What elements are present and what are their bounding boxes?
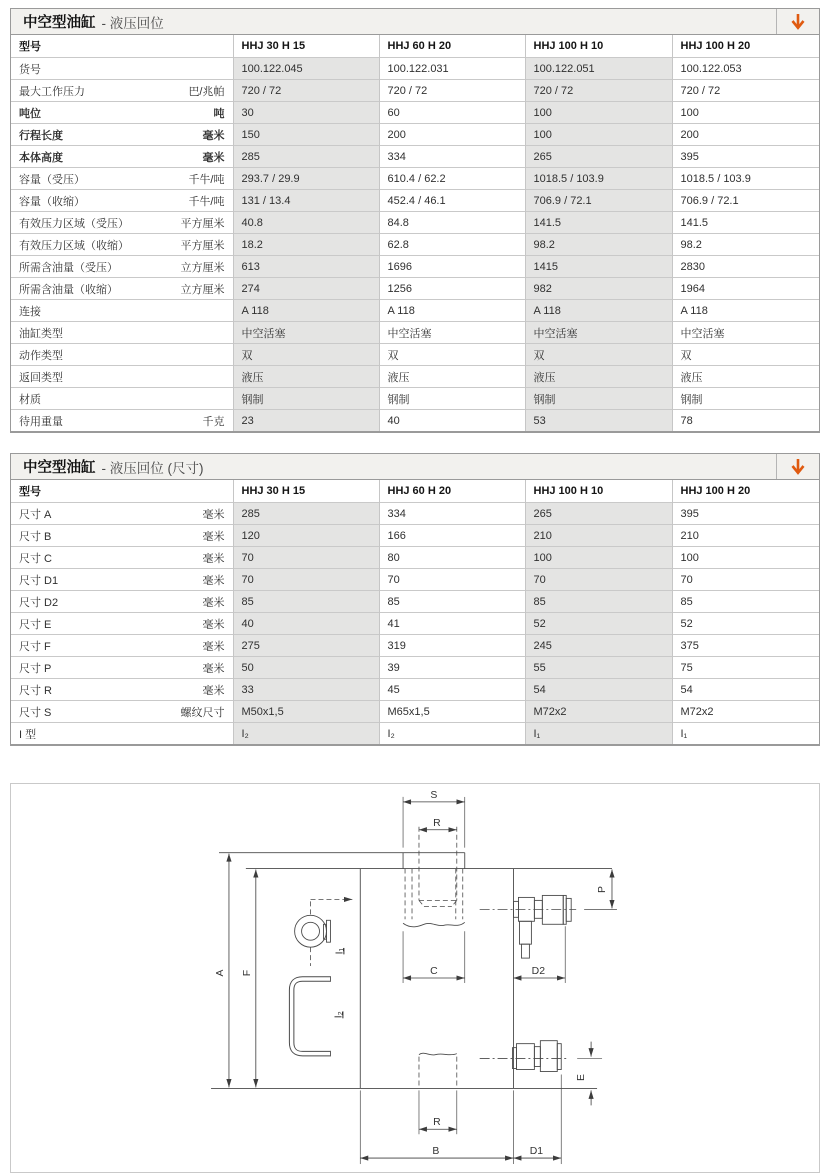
value-cell: 131 / 13.4 <box>233 190 379 212</box>
row-label: 返回类型 <box>19 371 63 384</box>
value-cell: 85 <box>672 591 819 613</box>
value-cell: 70 <box>233 569 379 591</box>
value-cell: I₁ <box>525 723 672 745</box>
dim-label-b: B <box>432 1146 440 1158</box>
extension-lines <box>360 797 617 1164</box>
table-row <box>11 146 819 168</box>
row-unit: 毫米 <box>202 684 225 697</box>
value-cell: I₂ <box>379 723 525 745</box>
value-cell: 钢制 <box>525 388 672 410</box>
value-cell: I₁ <box>672 723 819 745</box>
table-row <box>11 278 819 300</box>
value-cell: A 118 <box>379 300 525 322</box>
cylinder-body-outline <box>211 853 612 1089</box>
row-label-cell <box>11 146 233 168</box>
row-unit: 吨 <box>213 107 225 120</box>
value-cell: 285 <box>233 146 379 168</box>
row-label-cell <box>11 569 233 591</box>
row-label: 尺寸 E <box>19 618 52 631</box>
value-cell: 334 <box>379 146 525 168</box>
value-cell: A 118 <box>233 300 379 322</box>
dim-label-a: A <box>214 969 226 977</box>
table-row <box>11 190 819 212</box>
value-cell: 54 <box>672 679 819 701</box>
value-cell: 1018.5 / 103.9 <box>525 168 672 190</box>
value-cell: 62.8 <box>379 234 525 256</box>
table2-title <box>11 454 204 479</box>
value-cell: 720 / 72 <box>233 80 379 102</box>
row-label: 最大工作压力 <box>19 85 85 98</box>
value-cell: 200 <box>672 124 819 146</box>
value-cell: 100.122.053 <box>672 58 819 80</box>
row-unit: 立方厘米 <box>180 283 225 296</box>
value-cell: 100.122.051 <box>525 58 672 80</box>
row-label: 尺寸 F <box>19 640 51 653</box>
value-cell: 210 <box>672 525 819 547</box>
row-label-cell <box>11 212 233 234</box>
value-cell: 双 <box>233 344 379 366</box>
value-cell: 1964 <box>672 278 819 300</box>
table-row <box>11 58 819 80</box>
row-label: 尺寸 A <box>19 508 52 521</box>
row-unit: 平方厘米 <box>180 239 225 252</box>
table-row <box>11 256 819 278</box>
row-label: 动作类型 <box>19 349 63 362</box>
dim-label-c: C <box>430 966 438 978</box>
value-cell: 245 <box>525 635 672 657</box>
table-row <box>11 635 819 657</box>
value-cell: 720 / 72 <box>525 80 672 102</box>
value-cell: 钢制 <box>233 388 379 410</box>
table-row <box>11 701 819 723</box>
value-cell: 1018.5 / 103.9 <box>672 168 819 190</box>
row-label: I 型 <box>19 728 37 741</box>
value-cell: 610.4 / 62.2 <box>379 168 525 190</box>
value-cell: 70 <box>379 569 525 591</box>
dim-label-f: F <box>241 969 253 977</box>
column-header-model: 型号 <box>19 41 41 53</box>
value-cell: 液压 <box>233 366 379 388</box>
table-row <box>11 657 819 679</box>
value-cell: 1696 <box>379 256 525 278</box>
row-label-cell <box>11 388 233 410</box>
table-row <box>11 344 819 366</box>
value-cell: 274 <box>233 278 379 300</box>
value-cell: 84.8 <box>379 212 525 234</box>
value-cell: 液压 <box>672 366 819 388</box>
value-cell: 334 <box>379 503 525 525</box>
row-label: 吨位 <box>19 107 41 120</box>
value-cell: 23 <box>233 410 379 432</box>
value-cell: A 118 <box>525 300 672 322</box>
row-label-cell <box>11 168 233 190</box>
table1-title <box>11 9 164 34</box>
table1-title-bar <box>11 9 819 35</box>
table-row <box>11 300 819 322</box>
row-label: 所需含油量（收缩） <box>19 283 118 296</box>
row-label-cell <box>11 679 233 701</box>
row-unit: 毫米 <box>202 640 225 653</box>
row-label-cell <box>11 190 233 212</box>
row-unit: 毫米 <box>202 129 225 142</box>
value-cell: 52 <box>672 613 819 635</box>
row-label: 尺寸 S <box>19 706 52 719</box>
table1-title-main: 中空型油缸 <box>23 15 96 31</box>
value-cell: 100 <box>672 102 819 124</box>
row-unit: 毫米 <box>202 574 225 587</box>
row-label: 尺寸 R <box>19 684 52 697</box>
row-unit: 毫米 <box>202 662 225 675</box>
table-row <box>11 410 819 432</box>
row-unit: 千克 <box>202 415 225 428</box>
value-cell: 40 <box>379 410 525 432</box>
table-row <box>11 613 819 635</box>
column-header: HHJ 30 H 15 <box>233 480 379 503</box>
row-label-cell <box>11 366 233 388</box>
row-label-cell <box>11 503 233 525</box>
column-header: HHJ 100 H 10 <box>525 480 672 503</box>
row-label-cell <box>11 701 233 723</box>
value-cell: 53 <box>525 410 672 432</box>
value-cell: 2830 <box>672 256 819 278</box>
value-cell: 双 <box>525 344 672 366</box>
value-cell: 18.2 <box>233 234 379 256</box>
value-cell: A 118 <box>672 300 819 322</box>
row-label: 容量（受压） <box>19 173 85 186</box>
row-label: 有效压力区域（收缩） <box>19 239 129 252</box>
value-cell: 265 <box>525 503 672 525</box>
row-unit: 毫米 <box>202 508 225 521</box>
row-label: 连接 <box>19 305 41 318</box>
table1-download-button[interactable] <box>776 9 819 34</box>
value-cell: 钢制 <box>672 388 819 410</box>
table-row <box>11 322 819 344</box>
value-cell: 85 <box>233 591 379 613</box>
dimension-table <box>11 480 819 744</box>
value-cell: 钢制 <box>379 388 525 410</box>
value-cell: 98.2 <box>672 234 819 256</box>
row-label: 所需含油量（受压） <box>19 261 118 274</box>
row-unit: 巴/兆帕 <box>188 85 225 98</box>
lifting-eye <box>295 915 331 947</box>
value-cell: 45 <box>379 679 525 701</box>
row-label-cell <box>11 410 233 432</box>
port-centerlines <box>480 909 577 1058</box>
value-cell: 100 <box>525 124 672 146</box>
table-row <box>11 591 819 613</box>
value-cell: 60 <box>379 102 525 124</box>
value-cell: 双 <box>379 344 525 366</box>
value-cell: 100.122.031 <box>379 58 525 80</box>
table1-title-sub: - 液压回位 <box>101 15 164 31</box>
value-cell: 70 <box>672 569 819 591</box>
row-unit: 毫米 <box>202 151 225 164</box>
table-row <box>11 168 819 190</box>
value-cell: 141.5 <box>672 212 819 234</box>
row-label-cell <box>11 657 233 679</box>
value-cell: 452.4 / 46.1 <box>379 190 525 212</box>
value-cell: 613 <box>233 256 379 278</box>
value-cell: 41 <box>379 613 525 635</box>
row-label-cell <box>11 723 233 745</box>
table-row <box>11 569 819 591</box>
value-cell: 285 <box>233 503 379 525</box>
value-cell: 39 <box>379 657 525 679</box>
row-label: 材质 <box>19 393 41 406</box>
value-cell: 85 <box>525 591 672 613</box>
dim-label-d2: D2 <box>531 966 546 978</box>
table-row <box>11 547 819 569</box>
row-label: 尺寸 B <box>19 530 52 543</box>
column-header: HHJ 60 H 20 <box>379 480 525 503</box>
table-row <box>11 525 819 547</box>
dim-label-r-bottom: R <box>433 1117 441 1129</box>
row-unit: 毫米 <box>202 618 225 631</box>
column-header: HHJ 100 H 20 <box>672 35 819 58</box>
table-row <box>11 102 819 124</box>
table-row <box>11 388 819 410</box>
value-cell: 141.5 <box>525 212 672 234</box>
lifting-eye-leader <box>311 899 353 966</box>
table-row <box>11 366 819 388</box>
row-label: 货号 <box>19 63 41 76</box>
value-cell: 液压 <box>525 366 672 388</box>
row-label-cell <box>11 102 233 124</box>
value-cell: 50 <box>233 657 379 679</box>
value-cell: 150 <box>233 124 379 146</box>
value-cell: 319 <box>379 635 525 657</box>
technical-drawing-panel <box>10 783 820 1173</box>
value-cell: 40 <box>233 613 379 635</box>
value-cell: 中空活塞 <box>233 322 379 344</box>
dimension-lines <box>229 802 612 1158</box>
value-cell: 275 <box>233 635 379 657</box>
dimension-table-block <box>10 453 820 746</box>
row-label: 容量（收缩） <box>19 195 85 208</box>
hidden-edges <box>405 827 463 1088</box>
bottom-coupler <box>512 1041 561 1072</box>
column-header: HHJ 100 H 20 <box>672 480 819 503</box>
value-cell: 100 <box>525 547 672 569</box>
table2-title-sub: - 液压回位 (尺寸) <box>101 460 204 476</box>
value-cell: 120 <box>233 525 379 547</box>
row-unit: 立方厘米 <box>180 261 225 274</box>
value-cell: 166 <box>379 525 525 547</box>
value-cell: 中空活塞 <box>672 322 819 344</box>
value-cell: 中空活塞 <box>525 322 672 344</box>
row-label-cell <box>11 256 233 278</box>
value-cell: 210 <box>525 525 672 547</box>
value-cell: 52 <box>525 613 672 635</box>
cylinder-dimension-drawing <box>11 784 819 1172</box>
row-label-cell <box>11 591 233 613</box>
value-cell: 100.122.045 <box>233 58 379 80</box>
row-label-cell <box>11 344 233 366</box>
value-cell: 80 <box>379 547 525 569</box>
row-unit: 千牛/吨 <box>188 173 225 186</box>
row-label: 尺寸 C <box>19 552 52 565</box>
row-label-cell <box>11 525 233 547</box>
value-cell: 33 <box>233 679 379 701</box>
value-cell: 720 / 72 <box>379 80 525 102</box>
value-cell: 液压 <box>379 366 525 388</box>
row-unit: 毫米 <box>202 530 225 543</box>
table2-title-bar <box>11 454 819 480</box>
row-unit: 螺纹尺寸 <box>180 706 225 719</box>
row-unit: 平方厘米 <box>180 217 225 230</box>
table2-download-button[interactable] <box>776 454 819 479</box>
spec-table-block <box>10 8 820 433</box>
label-i1: I₁ <box>334 947 346 955</box>
value-cell: 1256 <box>379 278 525 300</box>
table2-title-main: 中空型油缸 <box>23 460 96 476</box>
value-cell: M72x2 <box>672 701 819 723</box>
value-cell: I₂ <box>233 723 379 745</box>
column-header-model: 型号 <box>19 486 41 498</box>
row-label: 油缸类型 <box>19 327 63 340</box>
value-cell: 720 / 72 <box>672 80 819 102</box>
value-cell: 98.2 <box>525 234 672 256</box>
value-cell: 706.9 / 72.1 <box>525 190 672 212</box>
row-label-cell <box>11 80 233 102</box>
row-label-cell <box>11 124 233 146</box>
value-cell: 双 <box>672 344 819 366</box>
value-cell: 54 <box>525 679 672 701</box>
row-label-cell <box>11 547 233 569</box>
value-cell: 70 <box>525 569 672 591</box>
table-row <box>11 503 819 525</box>
row-unit: 千牛/吨 <box>188 195 225 208</box>
row-unit: 毫米 <box>202 552 225 565</box>
column-header: HHJ 30 H 15 <box>233 35 379 58</box>
row-label: 尺寸 D1 <box>19 574 59 587</box>
column-header: HHJ 60 H 20 <box>379 35 525 58</box>
value-cell: 30 <box>233 102 379 124</box>
download-arrow-icon <box>788 11 808 32</box>
value-cell: 395 <box>672 503 819 525</box>
header-row <box>11 480 819 503</box>
row-label-cell <box>11 635 233 657</box>
table-row <box>11 723 819 745</box>
top-coupler <box>513 895 571 958</box>
label-i2: I₂ <box>333 1011 345 1019</box>
value-cell: 375 <box>672 635 819 657</box>
dim-label-r-top: R <box>433 817 441 829</box>
table-row <box>11 679 819 701</box>
row-label-cell <box>11 234 233 256</box>
row-label: 尺寸 P <box>19 662 52 675</box>
row-label: 尺寸 D2 <box>19 596 59 609</box>
table-row <box>11 212 819 234</box>
table-row <box>11 234 819 256</box>
value-cell: 982 <box>525 278 672 300</box>
value-cell: 100 <box>672 547 819 569</box>
value-cell: 265 <box>525 146 672 168</box>
dim-label-s: S <box>430 789 438 801</box>
value-cell: 55 <box>525 657 672 679</box>
row-label: 待用重量 <box>19 415 63 428</box>
row-unit: 毫米 <box>202 596 225 609</box>
row-label: 有效压力区域（受压） <box>19 217 129 230</box>
value-cell: 395 <box>672 146 819 168</box>
value-cell: 85 <box>379 591 525 613</box>
value-cell: 78 <box>672 410 819 432</box>
row-label: 行程长度 <box>19 129 63 142</box>
row-label-cell <box>11 58 233 80</box>
value-cell: 70 <box>233 547 379 569</box>
spec-table <box>11 35 819 431</box>
value-cell: 100 <box>525 102 672 124</box>
header-row <box>11 35 819 58</box>
value-cell: 40.8 <box>233 212 379 234</box>
value-cell: M50x1,5 <box>233 701 379 723</box>
value-cell: 1415 <box>525 256 672 278</box>
table-row <box>11 80 819 102</box>
value-cell: M65x1,5 <box>379 701 525 723</box>
value-cell: 中空活塞 <box>379 322 525 344</box>
value-cell: 75 <box>672 657 819 679</box>
row-label-cell <box>11 322 233 344</box>
dim-label-e: E <box>576 1074 588 1081</box>
table-row <box>11 124 819 146</box>
value-cell: 200 <box>379 124 525 146</box>
dim-label-d1: D1 <box>529 1146 544 1158</box>
value-cell: 293.7 / 29.9 <box>233 168 379 190</box>
row-label: 本体高度 <box>19 151 63 164</box>
row-label-cell <box>11 300 233 322</box>
dim-label-p: P <box>597 885 609 893</box>
row-label-cell <box>11 278 233 300</box>
column-header: HHJ 100 H 10 <box>525 35 672 58</box>
row-label-cell <box>11 613 233 635</box>
download-arrow-icon <box>788 456 808 477</box>
value-cell: M72x2 <box>525 701 672 723</box>
carry-handle <box>292 976 331 1056</box>
value-cell: 706.9 / 72.1 <box>672 190 819 212</box>
